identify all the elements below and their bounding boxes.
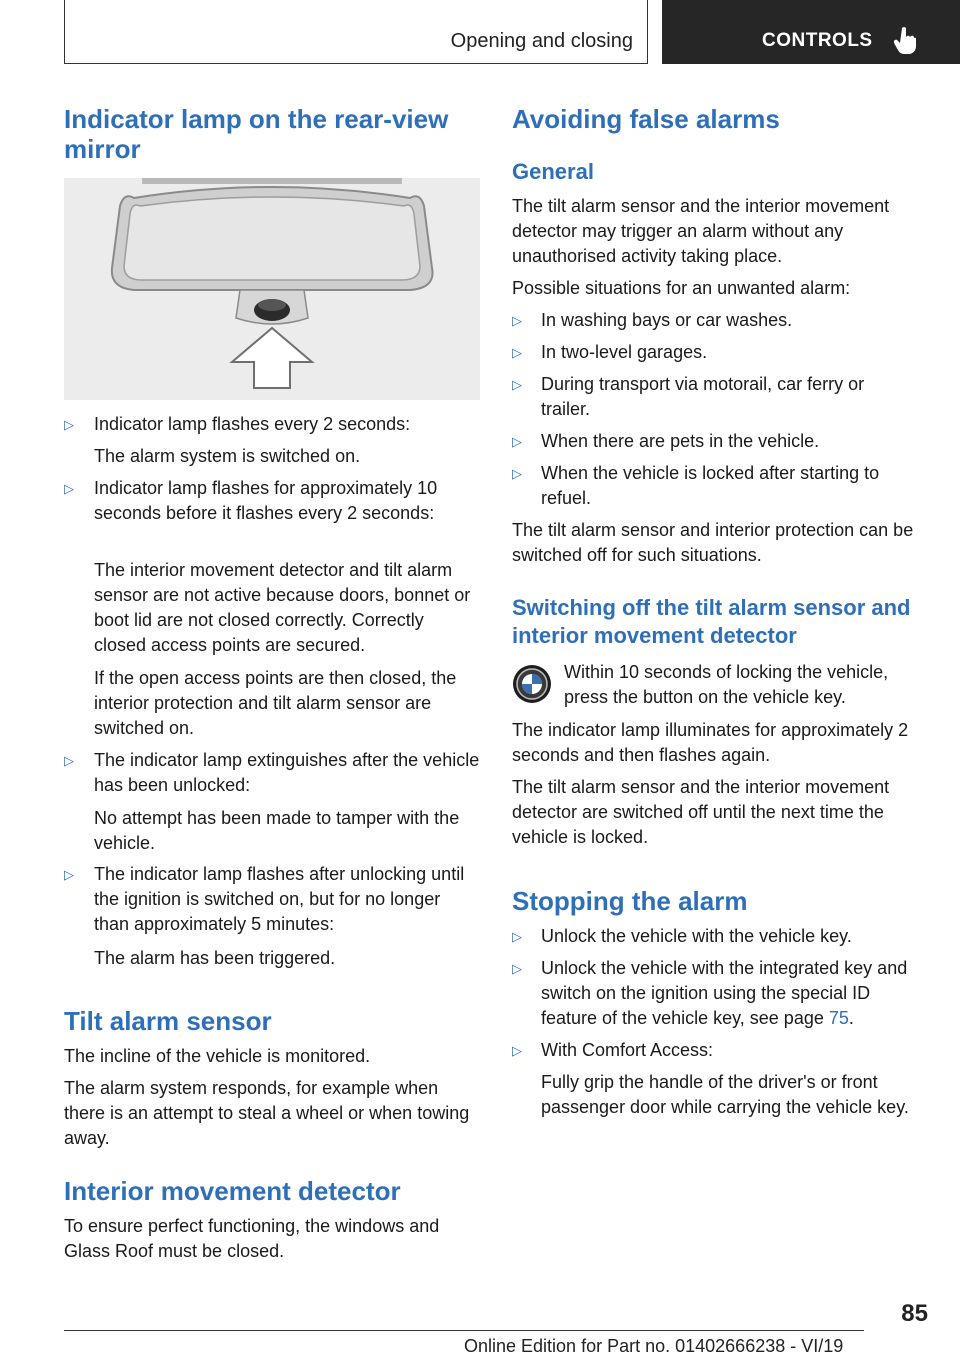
list-item: With Comfort Access: [541, 1040, 714, 1060]
list-item-text: Unlock the vehicle with the integrated key and switch on the ignition using the special ID feature of the vehicle key, see page [541, 958, 908, 1028]
triangle-right-icon: ▷ [512, 929, 522, 944]
triangle-right-icon: ▷ [512, 434, 522, 449]
triangle-right-icon: ▷ [512, 313, 522, 328]
rear-view-mirror-illustration [64, 178, 480, 400]
paragraph: The tilt alarm sensor and the interior movement detector may trigger an alarm without any unauthorised activity taking place. [512, 196, 890, 266]
footer-divider [64, 1330, 864, 1331]
footer-edition: Online Edition for Part no. 01402666238 - VI/19 [464, 1336, 844, 1356]
paragraph: The incline of the vehicle is monitored. [64, 1046, 371, 1066]
triangle-right-icon: ▷ [512, 466, 522, 481]
paragraph: Within 10 seconds of locking the vehicle, press the button on the vehicle key. [564, 662, 889, 707]
list-item: When the vehicle is locked after starting to refuel. [541, 463, 880, 508]
list-subtext: The interior movement detector and tilt alarm sensor are not active because doors, bonnet or boot lid are not closed correctly. Correctly closed access points are secured. [94, 560, 471, 655]
page-number: 85 [901, 1300, 928, 1327]
list-item: The indicator lamp flashes after unlocking until the ignition is switched on, but for no longer than approximately 5 minutes: [94, 864, 465, 934]
list-subtext: The alarm system is switched on. [94, 446, 361, 466]
list-item: During transport via motorail, car ferry or trailer. [541, 374, 865, 419]
subheading-switching-off: Switching off the tilt alarm sensor and interior movement detector [512, 595, 911, 648]
paragraph: The alarm system responds, for example when there is an attempt to steal a wheel or when towing away. [64, 1078, 470, 1148]
list-item: Indicator lamp flashes for approximately 10 seconds before it flashes every 2 seconds: [94, 478, 438, 523]
triangle-right-icon: ▷ [64, 867, 74, 882]
list-item: Unlock the vehicle with the vehicle key. [541, 926, 852, 946]
page-link[interactable]: 75 [828, 1008, 849, 1028]
paragraph: Possible situations for an unwanted alarm: [512, 278, 851, 298]
bmw-key-button-icon [512, 664, 552, 704]
list-subtext: The alarm has been triggered. [94, 948, 336, 968]
chapter-tab [662, 0, 960, 64]
list-subtext: If the open access points are then closed, the interior protection and tilt alarm sensor are switched on. [94, 668, 457, 738]
heading-avoiding-false-alarms: Avoiding false alarms [512, 104, 780, 134]
list-subtext: No attempt has been made to tamper with the vehicle. [94, 808, 460, 853]
list-item: The indicator lamp extinguishes after the vehicle has been unlocked: [94, 750, 480, 795]
pointing-hand-icon [894, 26, 916, 54]
heading-stopping-the-alarm: Stopping the alarm [512, 886, 748, 916]
header-section-box [64, 0, 648, 64]
paragraph: The tilt alarm sensor and the interior movement detector are switched off until the next time the vehicle is locked. [512, 777, 890, 847]
paragraph: To ensure perfect functioning, the windows and Glass Roof must be closed. [64, 1216, 440, 1261]
list-item: In washing bays or car washes. [541, 310, 793, 330]
mirror-image [64, 178, 480, 400]
triangle-right-icon: ▷ [512, 345, 522, 360]
list-subtext: Fully grip the handle of the driver's or front passenger door while carrying the vehicle key. [541, 1072, 909, 1117]
heading-tilt-alarm-sensor: Tilt alarm sensor [64, 1006, 272, 1036]
subheading-general: General [512, 159, 594, 184]
section-title: Opening and closing [450, 30, 633, 52]
paragraph: The indicator lamp illuminates for approximately 2 seconds and then flashes again. [512, 720, 909, 765]
triangle-right-icon: ▷ [64, 753, 74, 768]
triangle-right-icon: ▷ [64, 481, 74, 496]
triangle-right-icon: ▷ [512, 1043, 522, 1058]
list-item: When there are pets in the vehicle. [541, 431, 820, 451]
paragraph: The tilt alarm sensor and interior protection can be switched off for such situations. [512, 520, 914, 565]
heading-interior-movement-detector: Interior movement detector [64, 1176, 401, 1206]
list-item: In two-level garages. [541, 342, 708, 362]
list-item: Indicator lamp flashes every 2 seconds: [94, 414, 411, 434]
triangle-right-icon: ▷ [512, 377, 522, 392]
list-item: Unlock the vehicle with the integrated key and switch on the ignition using the special ID feature of the vehicle key, see page 75. [541, 958, 908, 1028]
triangle-right-icon: ▷ [64, 417, 74, 432]
chapter-title: CONTROLS [762, 30, 873, 51]
triangle-right-icon: ▷ [512, 961, 522, 976]
heading-indicator-lamp: Indicator lamp on the rear-view mirror [64, 104, 449, 164]
